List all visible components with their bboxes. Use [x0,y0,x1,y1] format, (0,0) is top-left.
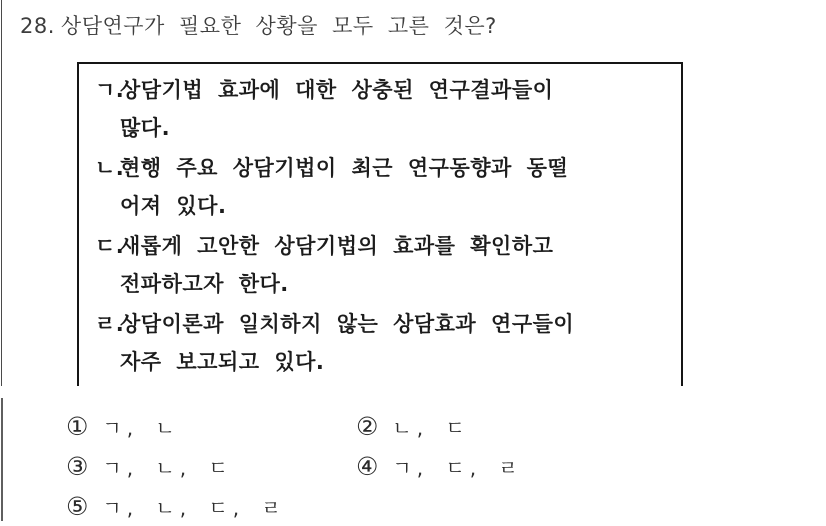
choice-4[interactable] [356,446,523,486]
statement-item-d [95,227,673,303]
choice-1-text: ㄱ, ㄴ [102,415,180,440]
choice-2-text: ㄴ, ㄷ [392,415,470,440]
statement-label: ㄴ. [95,156,125,180]
statement-line: 많다. [120,116,171,140]
question-number: 28. [20,14,55,38]
statement-line: 현행 주요 상담기법이 최근 연구동향과 동떨 [120,156,569,180]
statement-text [120,71,673,147]
answer-choices [66,406,523,526]
statement-label: ㄷ. [95,234,125,258]
statements-box [77,62,683,386]
choice-1[interactable] [66,406,356,446]
statement-line: 상담기법 효과에 대한 상충된 연구결과들이 [120,78,554,102]
statement-line: 전파하고자 한다. [120,272,289,296]
choice-5[interactable] [66,486,356,526]
choice-4-number-icon: ④ [356,451,379,481]
choice-5-text: ㄱ, ㄴ, ㄷ, ㄹ [102,495,286,520]
choice-3-number-icon: ③ [66,451,89,481]
statement-item-r [95,305,673,381]
statement-line: 새롭게 고안한 상담기법의 효과를 확인하고 [120,234,554,258]
statement-item-g [95,71,673,147]
choice-3[interactable] [66,446,356,486]
question-text: 상담연구가 필요한 상황을 모두 고른 것은? [60,14,497,38]
statement-line: 자주 보고되고 있다. [120,350,325,374]
column-divider-top [1,0,2,386]
question-title [20,10,497,40]
choice-5-number-icon: ⑤ [66,491,89,521]
statement-text [120,227,673,303]
statement-label: ㄱ. [95,78,125,102]
column-divider-bottom [1,398,3,521]
choice-4-text: ㄱ, ㄷ, ㄹ [392,455,523,480]
statement-text [120,305,673,381]
statement-label: ㄹ. [95,312,125,336]
choice-1-number-icon: ① [66,411,89,441]
choice-2[interactable] [356,406,523,446]
statement-text [120,149,673,225]
statement-item-n [95,149,673,225]
choice-2-number-icon: ② [356,411,379,441]
choice-3-text: ㄱ, ㄴ, ㄷ [102,455,233,480]
statement-line: 어져 있다. [120,194,227,218]
statement-line: 상담이론과 일치하지 않는 상담효과 연구들이 [120,312,575,336]
